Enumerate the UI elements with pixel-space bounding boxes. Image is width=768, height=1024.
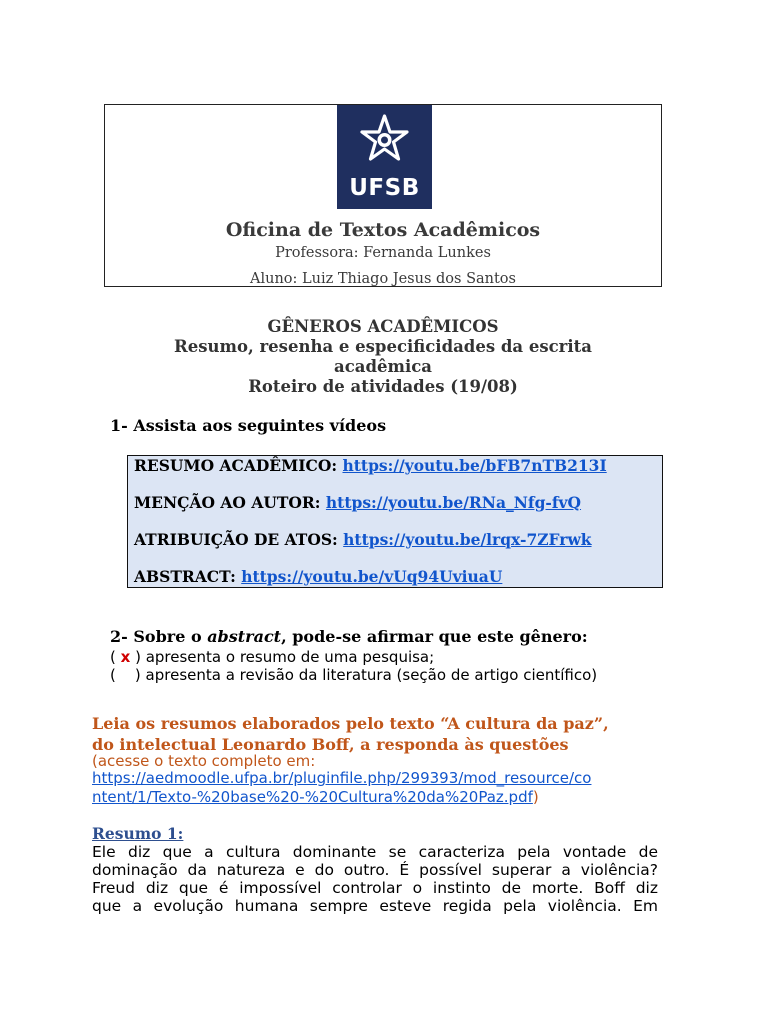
abstract-italic: abstract bbox=[207, 627, 282, 646]
video-link-abstract[interactable]: https://youtu.be/vUq94UviuaU bbox=[241, 567, 503, 586]
video-link-mencao[interactable]: https://youtu.be/RNa_Nfg-fvQ bbox=[325, 493, 582, 512]
resumo-1-title: Resumo 1: bbox=[92, 824, 184, 843]
video-label: ABSTRACT: bbox=[134, 567, 242, 586]
resumo-line: que a evolução humana sempre esteve regida pela violência. Em bbox=[92, 897, 658, 915]
star-emblem-icon bbox=[357, 113, 412, 173]
video-row-resumo bbox=[134, 456, 607, 475]
resumo-1-text bbox=[92, 843, 658, 915]
question-1: 1- Assista aos seguintes vídeos bbox=[110, 416, 387, 435]
video-label: ATRIBUIÇÃO DE ATOS: bbox=[134, 530, 344, 549]
question-2: 2- Sobre o abstract, pode-se afirmar que este gênero: bbox=[110, 627, 588, 646]
access-note: (acesse o texto completo em: bbox=[92, 752, 316, 770]
resumo-line: dominação da natureza e do outro. É possível superar a violência? bbox=[92, 861, 658, 879]
video-row-atribuicao bbox=[134, 530, 592, 549]
video-links-box bbox=[127, 455, 663, 588]
reading-instruction: Leia os resumos elaborados pelo texto “A cultura da paz”, do intelectual Leonardo Boff, a responda às questões bbox=[92, 714, 609, 754]
video-label: RESUMO ACADÊMICO: bbox=[134, 456, 343, 475]
course-title: Oficina de Textos Acadêmicos bbox=[225, 219, 541, 241]
video-link-atribuicao[interactable]: https://youtu.be/lrqx-7ZFrwk bbox=[343, 530, 592, 549]
video-row-abstract bbox=[134, 567, 502, 586]
video-label: MENÇÃO AO AUTOR: bbox=[134, 493, 326, 512]
video-link-resumo[interactable]: https://youtu.be/bFB7nTB213I bbox=[342, 456, 607, 475]
video-row-mencao bbox=[134, 493, 581, 512]
teacher-name: Professora: Fernanda Lunkes bbox=[275, 245, 491, 261]
genre-line-1: GÊNEROS ACADÊMICOS bbox=[267, 317, 499, 336]
full-text-link[interactable]: https://aedmoodle.ufpa.br/pluginfile.php/299393/mod_resource/co ntent/1/Texto-%20base%20-%20Cultura%20da%20Paz.pdf) bbox=[92, 769, 592, 806]
resumo-line: Freud diz que é impossível controlar o instinto de morte. Boff diz bbox=[92, 879, 658, 897]
logo-text: UFSB bbox=[349, 175, 420, 201]
genre-heading bbox=[104, 317, 662, 397]
genre-line-2: Resumo, resenha e especificidades da escrita bbox=[174, 337, 592, 356]
option-resumo-pesquisa[interactable]: ( x ) apresenta o resumo de uma pesquisa; bbox=[110, 648, 435, 666]
genre-line-3: acadêmica bbox=[334, 357, 432, 376]
header-box bbox=[104, 104, 662, 287]
resumo-line: Ele diz que a cultura dominante se caracteriza pela vontade de bbox=[92, 843, 658, 861]
ufsb-logo bbox=[337, 105, 432, 209]
option-revisao-literatura[interactable]: ( ) apresenta a revisão da literatura (seção de artigo científico) bbox=[110, 666, 598, 684]
student-name: Aluno: Luiz Thiago Jesus dos Santos bbox=[250, 271, 516, 287]
genre-line-4: Roteiro de atividades (19/08) bbox=[248, 377, 518, 396]
selected-mark: x bbox=[120, 648, 131, 666]
